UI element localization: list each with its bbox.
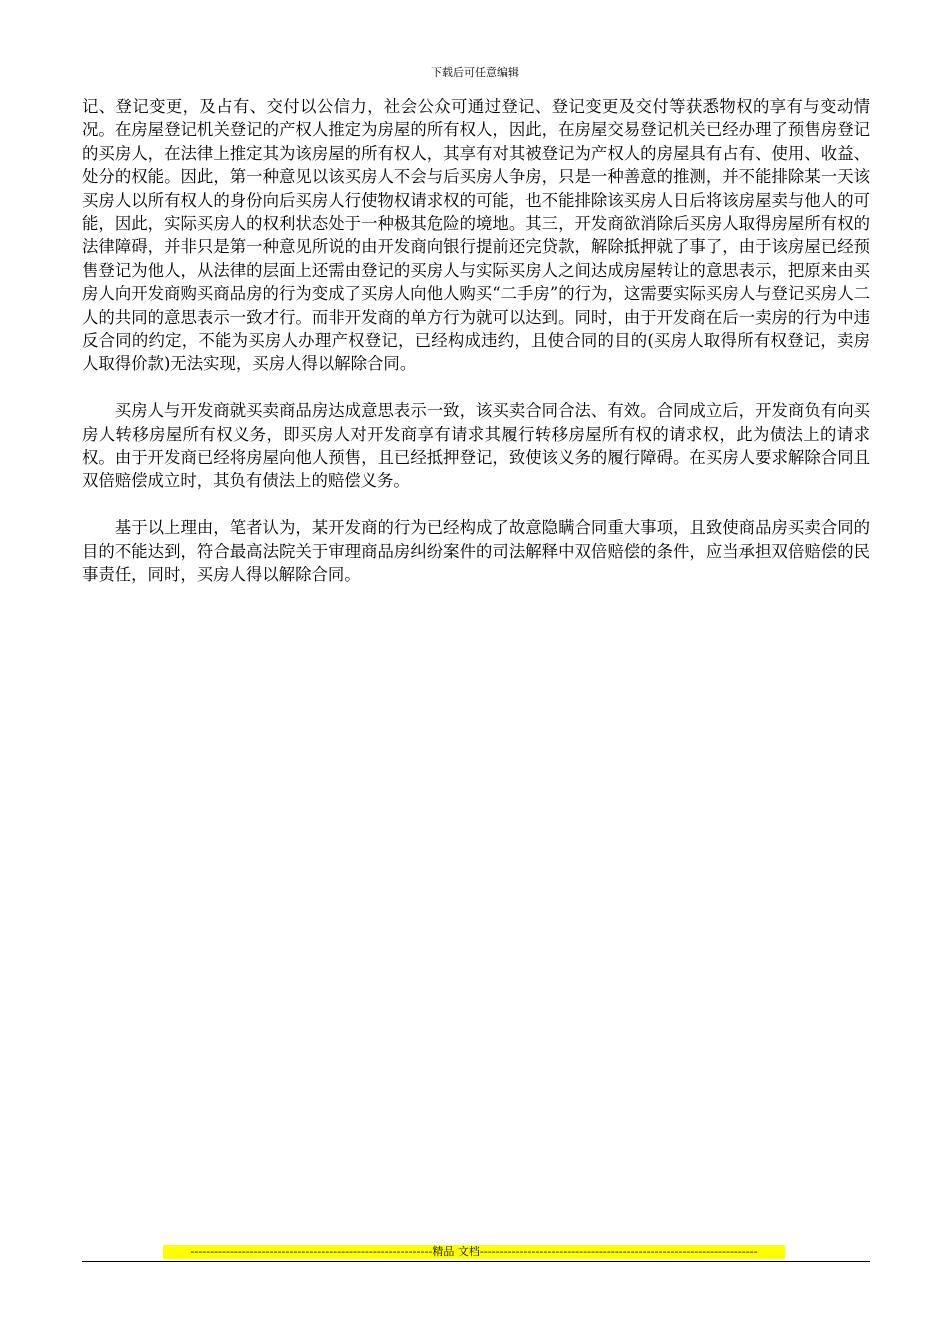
paragraph-contract-obligation: 买房人与开发商就买卖商品房达成意思表示一致，该买卖合同合法、有效。合同成立后，开发商负有向买房人转移房屋所有权义务，即买房人对开发商享有请求其履行转移房屋所有权的请求权，此为债法上的请求权。由于开发商已经将房屋向他人预售，且已经抵押登记，致使该义务的履行障碍。在买房人要求解除合同且双倍赔偿成立时，其负有债法上的赔偿义务。: [82, 401, 870, 491]
paragraph-conclusion: 基于以上理由，笔者认为，某开发商的行为已经构成了故意隐瞒合同重大事项，且致使商品房买卖合同的目的不能达到，符合最高法院关于审理商品房纠纷案件的司法解释中双倍赔偿的条件，应当承担双倍赔偿的民事责任，同时，买房人得以解除合同。: [82, 518, 870, 585]
document-body: [82, 95, 870, 610]
page-header: 下载后可任意编辑: [431, 66, 519, 79]
footer-watermark: -------------------------------------------------------------精品 文档----------------------------------------------------------------------: [163, 1245, 785, 1259]
paragraph-continuation: 记、登记变更，及占有、交付以公信力，社会公众可通过登记、登记变更及交付等获悉物权的享有与变动情况。在房屋登记机关登记的产权人推定为房屋的所有权人，因此，在房屋交易登记机关已经办理了预售房登记的买房人，在法律上推定其为该房屋的所有权人，其享有对其被登记为产权人的房屋具有占有、使用、收益、处分的权能。因此，第一种意见以该买房人不会与后买房人争房，只是一种善意的推测，并不能排除某一天该买房人以所有权人的身份向后买房人行使物权请求权的可能，也不能排除该买房人日后将该房屋卖与他人的可能，因此，实际买房人的权利状态处于一种极其危险的境地。其三，开发商欲消除后买房人取得房屋所有权的法律障碍，并非只是第一种意见所说的由开发商向银行提前还完贷款，解除抵押就了事了，由于该房屋已经预售登记为他人，从法律的层面上还需由登记的买房人与实际买房人之间达成房屋转让的意思表示，把原来由买房人向开发商购买商品房的行为变成了买房人向他人购买“二手房”的行为，这需要实际买房人与登记买房人二人的共同的意思表示一致才行。而非开发商的单方行为就可以达到。同时，由于开发商在后一卖房的行为中违反合同的约定，不能为买房人办理产权登记，已经构成违约，且使合同的目的(买房人取得所有权登记，卖房人取得价款)无法实现，买房人得以解除合同。: [82, 97, 870, 374]
footer-divider: [82, 1261, 870, 1262]
